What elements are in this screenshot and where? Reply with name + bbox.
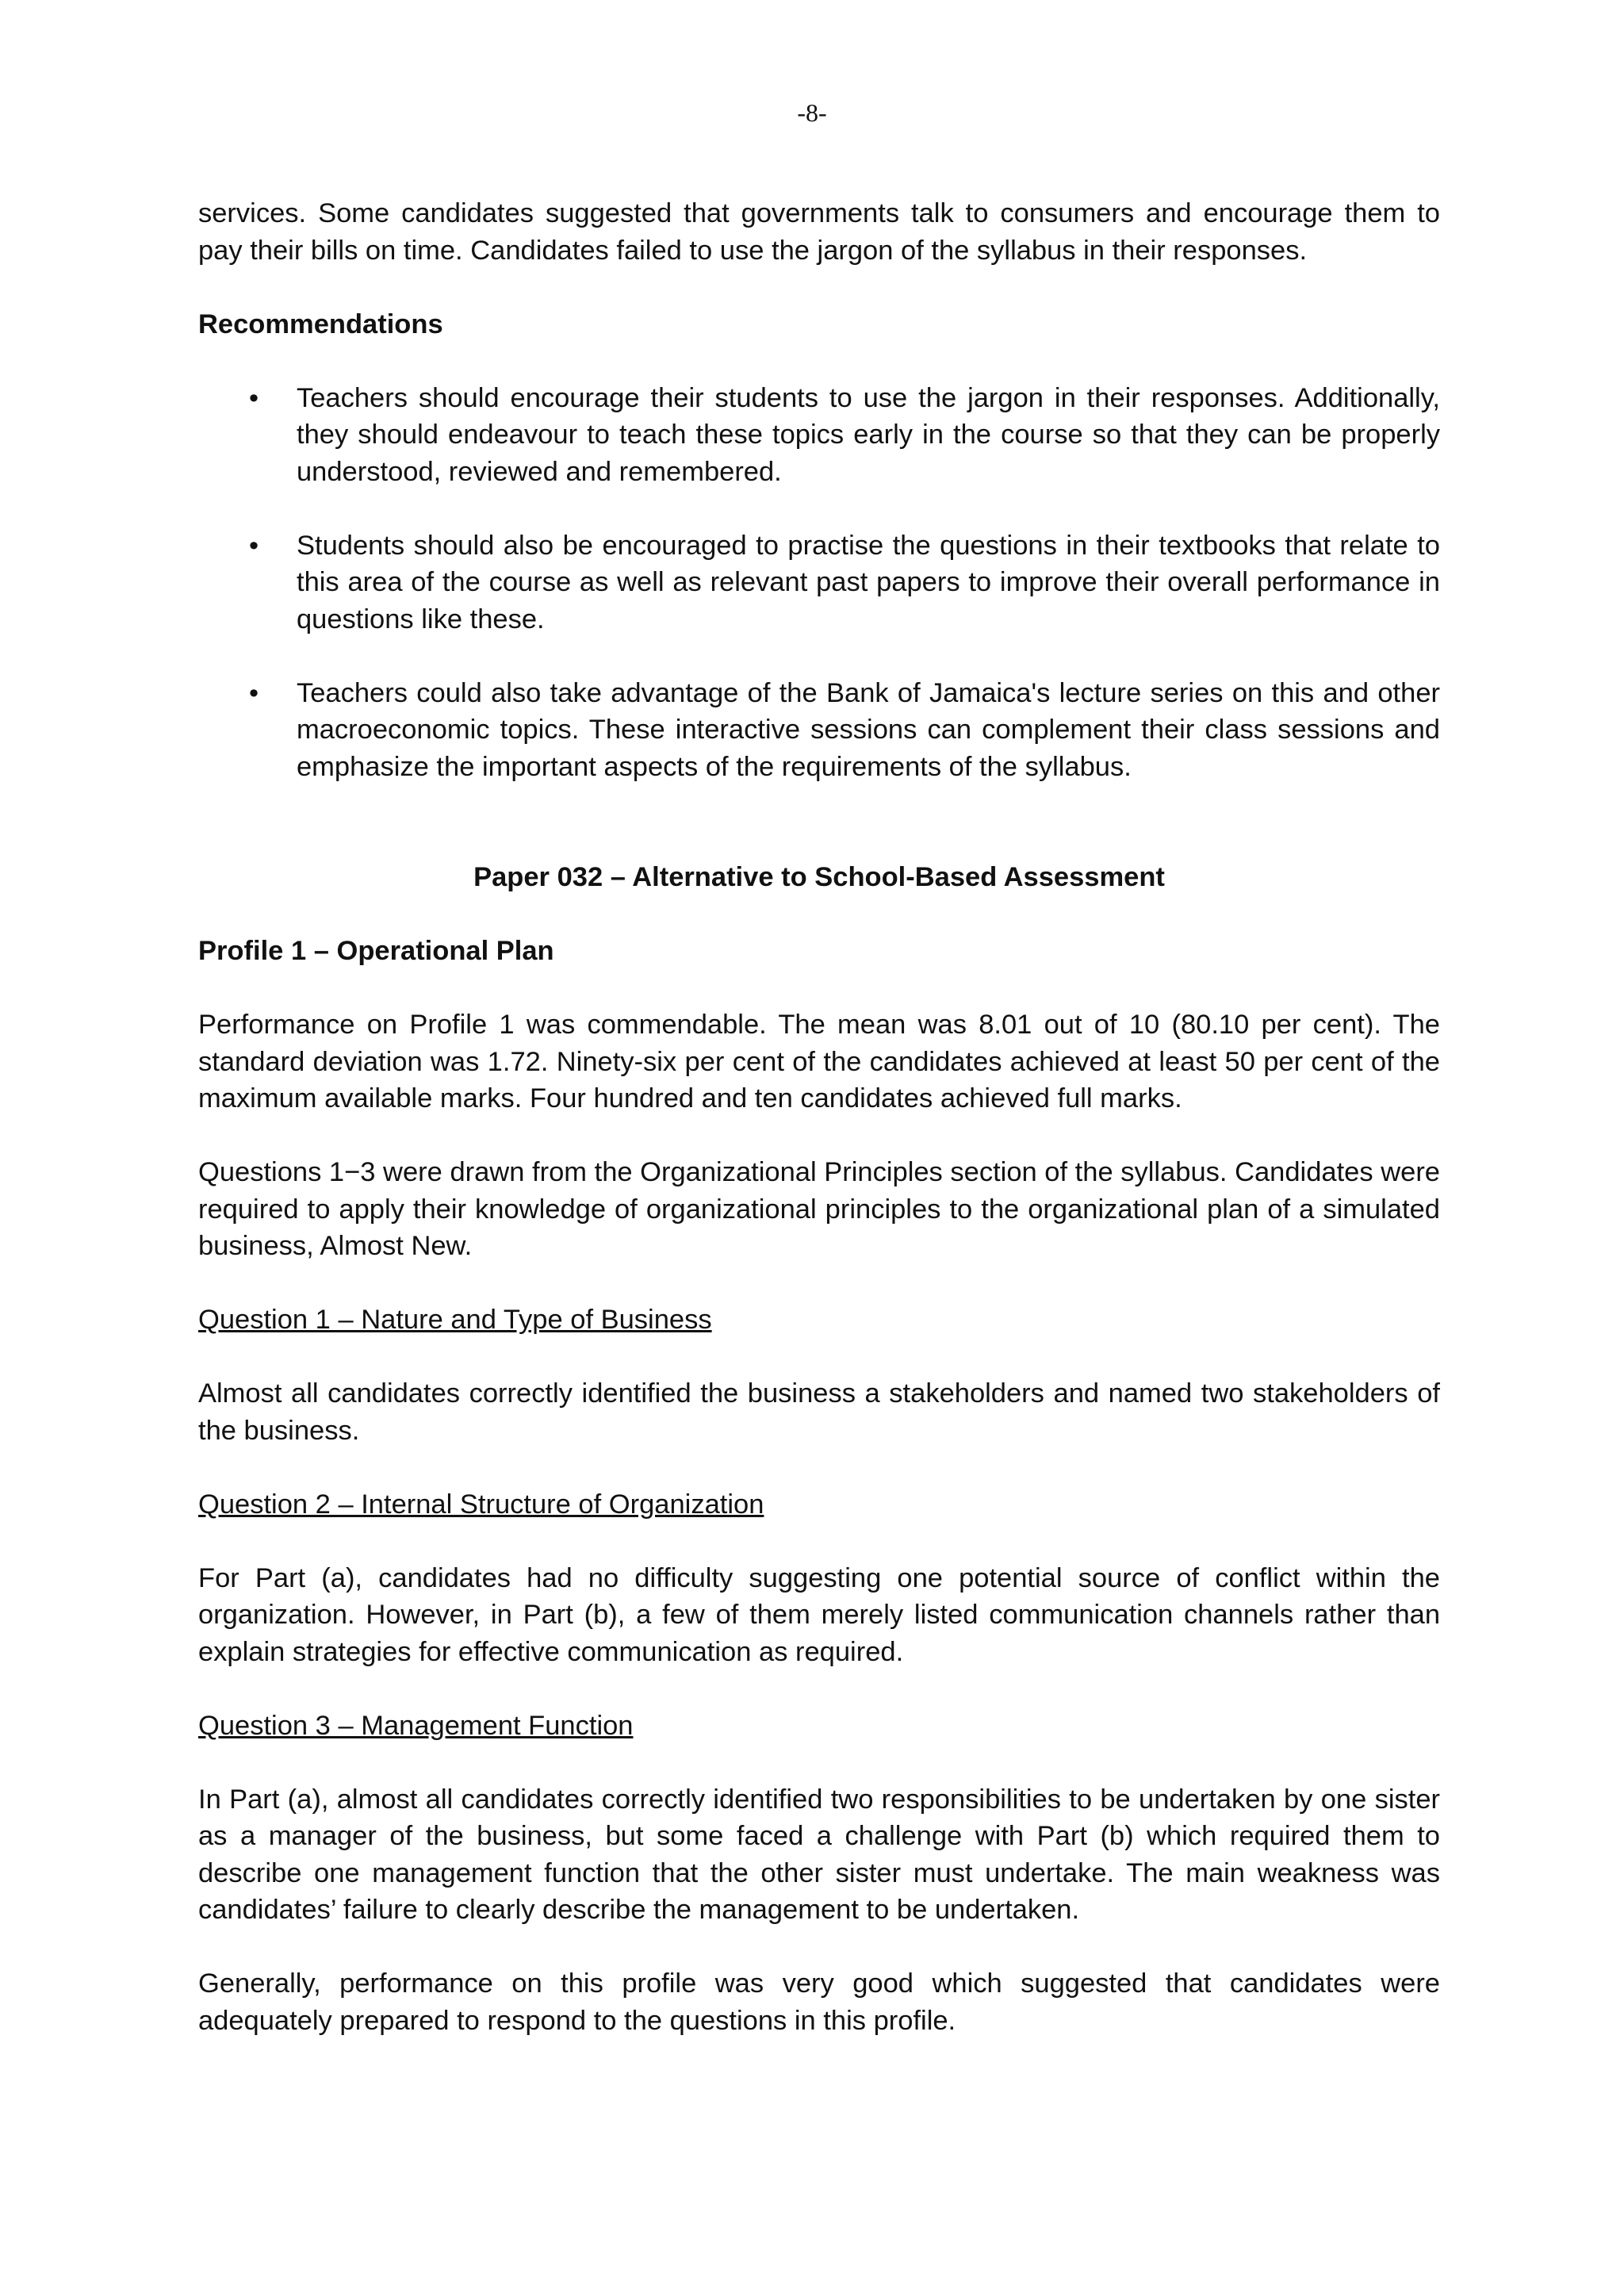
recommendation-text: Teachers should encourage their students to use the jargon in their responses. Additionally, they should endeavour to teach these topics early in the course so that they can be properly understood, reviewed and remembered. [297, 382, 1440, 487]
profile-performance-paragraph: Performance on Profile 1 was commendable. The mean was 8.01 out of 10 (80.10 per cent). The standard deviation was 1.72. Ninety-six per cent of the candidates achieved at least 50 per cent of the maximum available marks. Four hundred and ten candidates achieved full marks. [198, 1010, 1440, 1114]
profile-heading: Profile 1 – Operational Plan [198, 936, 554, 966]
question-2-heading: Question 2 – Internal Structure of Organization [198, 1489, 764, 1520]
question-1-heading: Question 1 – Nature and Type of Business [198, 1305, 712, 1335]
question-3-text: In Part (a), almost all candidates correctly identified two responsibilities to be undertaken by one sister as a manager of the business, but some faced a challenge with Part (b) which required them to describe one management function that the other sister must undertake. The main weakness was candidates’ failure to clearly describe the management to be undertaken. [198, 1784, 1440, 1925]
bullet-icon: • [249, 382, 259, 413]
bullet-icon: • [249, 677, 259, 708]
recommendation-item [198, 380, 1440, 491]
recommendation-text: Students should also be encouraged to practise the questions in their textbooks that relate to this area of the course as well as relevant past papers to improve their overall performance in questions like these. [297, 530, 1440, 634]
document-body [198, 195, 1440, 2076]
recommendation-item [198, 675, 1440, 786]
question-1-text: Almost all candidates correctly identified the business a stakeholders and named two stakeholders of the business. [198, 1378, 1440, 1446]
question-2-text: For Part (a), candidates had no difficulty suggesting one potential source of conflict within the organization. However, in Part (b), a few of them merely listed communication channels rather than explain strategies for effective communication as required. [198, 1562, 1440, 1667]
bullet-icon: • [249, 530, 259, 561]
recommendations-list [198, 380, 1440, 786]
questions-intro-paragraph: Questions 1−3 were drawn from the Organizational Principles section of the syllabus. Candidates were required to apply their knowledge of organizational principles to the organizational plan of a simulated business, Almost New. [198, 1157, 1440, 1261]
recommendations-heading: Recommendations [198, 309, 443, 339]
closing-paragraph: Generally, performance on this profile was very good which suggested that candidates were adequately prepared to respond to the questions in this profile. [198, 1968, 1440, 2036]
recommendation-item [198, 527, 1440, 638]
question-3-heading: Question 3 – Management Function [198, 1710, 634, 1741]
page-number: -8- [797, 98, 827, 127]
intro-paragraph: services. Some candidates suggested that governments talk to consumers and encourage them to pay their bills on time. Candidates failed to use the jargon of the syllabus in their responses. [198, 198, 1440, 266]
recommendation-text: Teachers could also take advantage of the Bank of Jamaica's lecture series on this and other macroeconomic topics. These interactive sessions can complement their class sessions and emphasize the important aspects of the requirements of the syllabus. [297, 677, 1440, 782]
paper-heading: Paper 032 – Alternative to School-Based Assessment [473, 862, 1165, 892]
